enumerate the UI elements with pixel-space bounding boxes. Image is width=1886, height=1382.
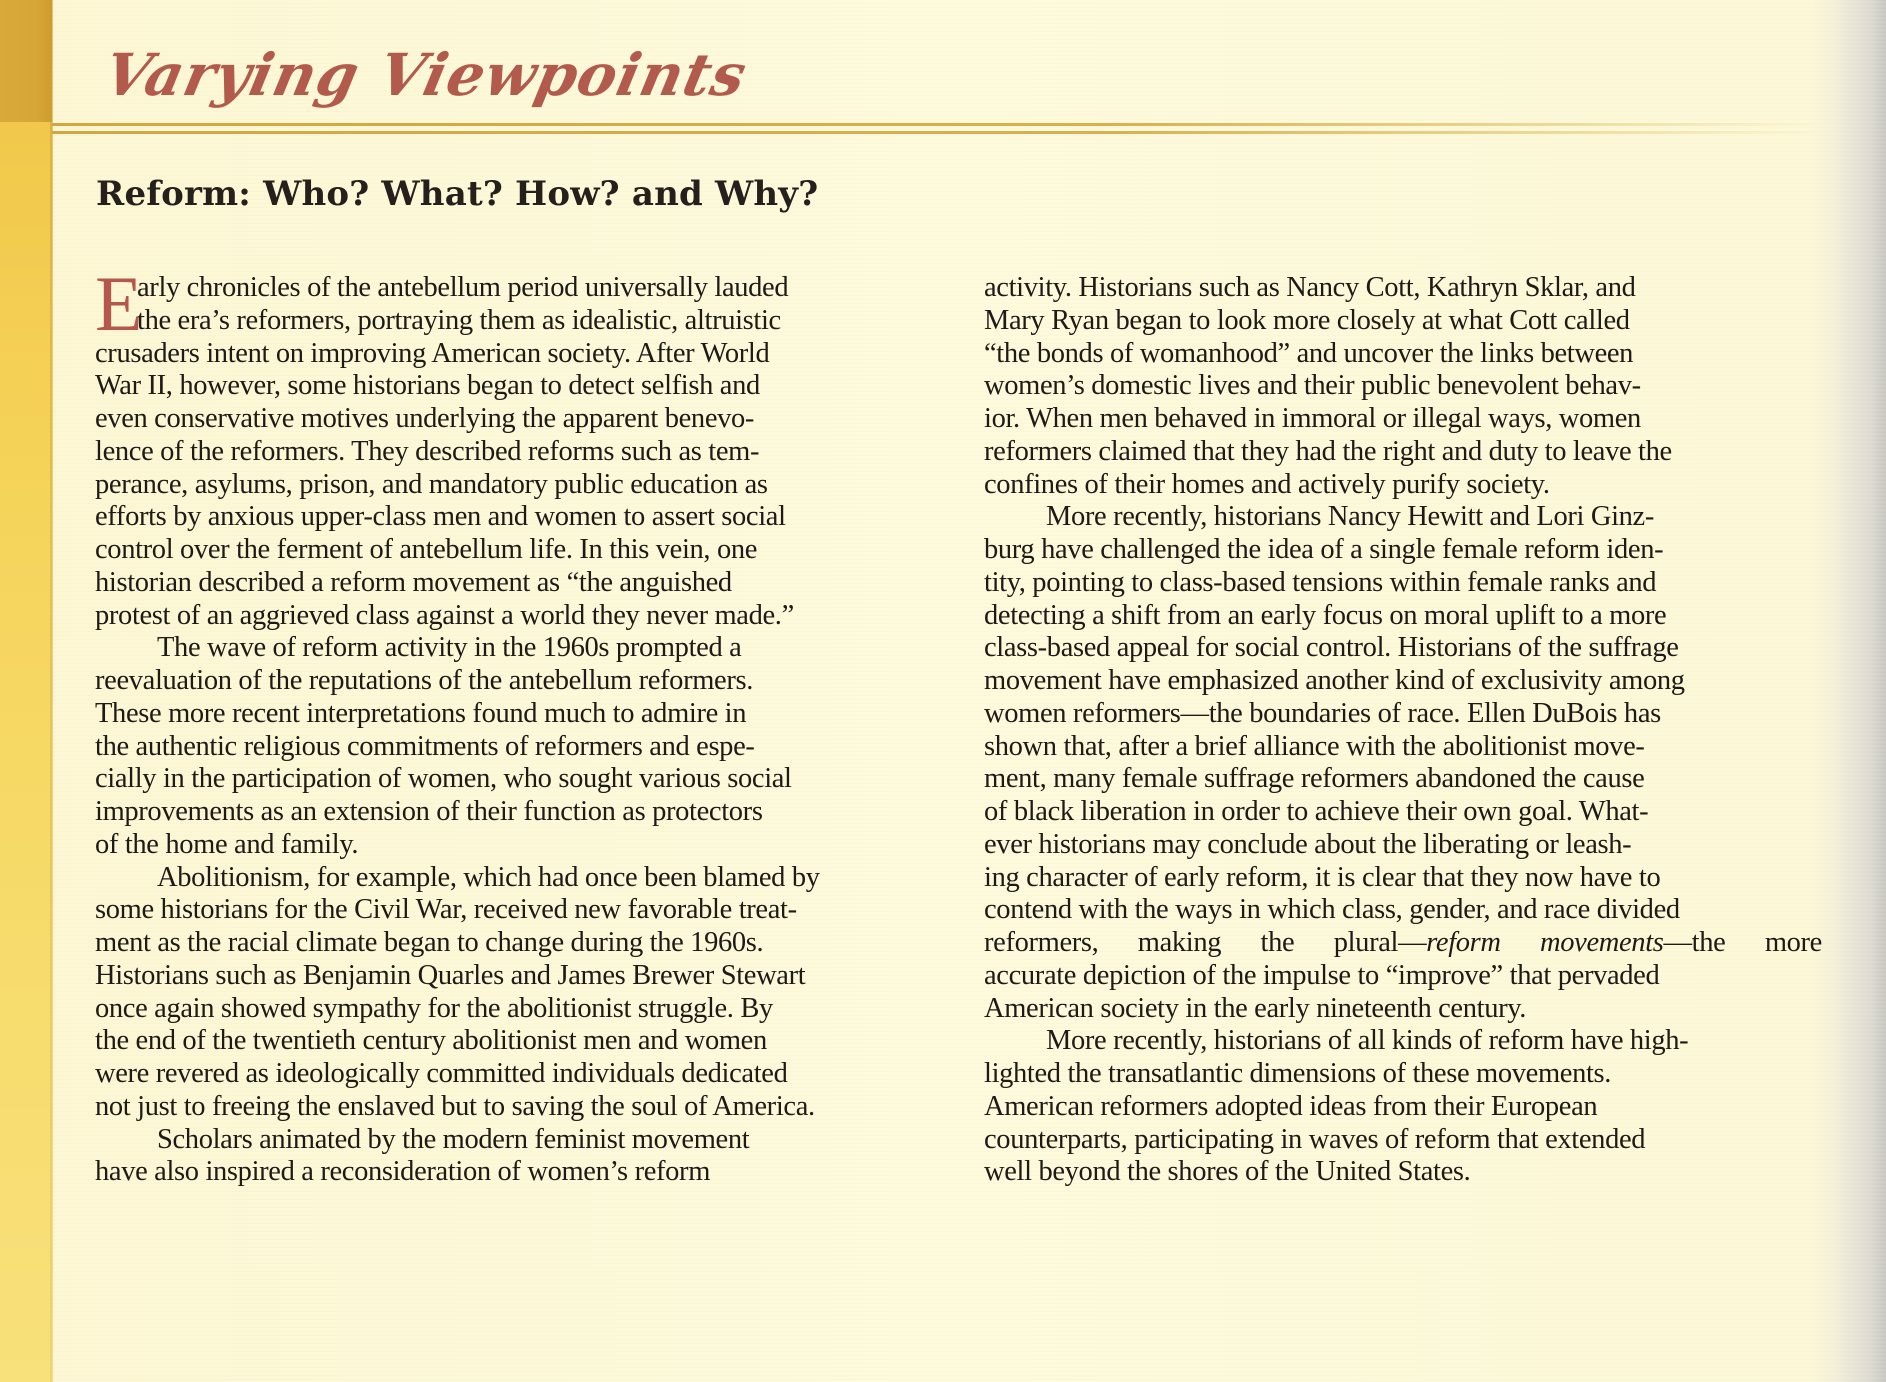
text-line: ing character of early reform, it is clear that they now have to (984, 861, 1661, 893)
text-line: lence of the reformers. They described reforms such as tem- (95, 435, 760, 467)
gold-sidebar-band-top (0, 0, 52, 122)
text-line: were revered as ideologically committed individuals dedicated (95, 1058, 788, 1089)
text-line: counterparts, participating in waves of reform that extended (984, 1123, 1646, 1155)
text-line: activity. Historians such as Nancy Cott, Kathryn Sklar, and (984, 272, 1636, 303)
text-line: Scholars animated by the modern feminist movement (157, 1123, 750, 1155)
text-line: once again showed sympathy for the abolitionist struggle. By (95, 992, 773, 1024)
text-line: crusaders intent on improving American society. After World (95, 337, 770, 369)
text-line: The wave of reform activity in the 1960s prompted a (157, 632, 742, 664)
text-segment: reformers, making the plural— (984, 927, 1427, 958)
text-line: historian described a reform movement as “the anguished (95, 566, 732, 598)
text-line: ever historians may conclude about the liberating or leash- (984, 828, 1632, 860)
text-line: the authentic religious commitments of reformers and espe- (95, 730, 755, 762)
text-line: movement have emphasized another kind of exclusivity among (984, 665, 1685, 696)
text-line: lighted the transatlantic dimensions of these movements. (984, 1058, 1612, 1089)
text-line: reformers claimed that they had the right and duty to leave the (984, 435, 1672, 467)
text-line: the era’s reformers, portraying them as idealistic, altruistic (137, 304, 781, 336)
text-line: ment, many female suffrage reformers abandoned the cause (984, 763, 1645, 795)
text-line: contend with the ways in which class, gender, and race divided (984, 894, 1680, 926)
text-line: shown that, after a brief alliance with the abolitionist move- (984, 730, 1645, 762)
gold-sidebar-band (0, 122, 52, 1382)
text-line: arly chronicles of the antebellum period universally lauded (137, 272, 789, 303)
text-line: cially in the participation of women, who sought various social (95, 763, 792, 795)
text-line: More recently, historians of all kinds of reform have high- (1046, 1025, 1689, 1057)
text-line: “the bonds of womanhood” and uncover the links between (984, 337, 1634, 369)
text-line: Historians such as Benjamin Quarles and James Brewer Stewart (95, 959, 806, 991)
text-line: some historians for the Civil War, received new favorable treat- (95, 894, 797, 926)
text-line: perance, asylums, prison, and mandatory public education as (95, 468, 768, 500)
text-line: of black liberation in order to achieve their own goal. What- (984, 796, 1649, 827)
text-line: efforts by anxious upper-class men and women to assert social (95, 501, 786, 533)
text-line: of the home and family. (95, 828, 359, 860)
text-line: More recently, historians Nancy Hewitt and Lori Ginz- (1046, 501, 1654, 533)
text-line: These more recent interpretations found much to admire in (95, 697, 747, 729)
italic-phrase: reform movements (1426, 927, 1664, 958)
text-line: even conservative motives underlying the apparent benevo- (95, 403, 755, 434)
text-line: American society in the early nineteenth century. (984, 992, 1527, 1024)
text-line: American reformers adopted ideas from their European (984, 1090, 1598, 1122)
text-line: not just to freeing the enslaved but to saving the soul of America. (95, 1090, 815, 1122)
drop-cap: E (95, 260, 143, 347)
text-line: War II, however, some historians began to detect selfish and (95, 370, 760, 402)
text-line: the end of the twentieth century abolitionist men and women (95, 1025, 767, 1057)
text-line: reevaluation of the reputations of the antebellum reformers. (95, 665, 753, 696)
text-line: control over the ferment of antebellum life. In this vein, one (95, 534, 758, 565)
text-line: women reformers—the boundaries of race. Ellen DuBois has (984, 697, 1661, 729)
article-title: Reform: Who? What? How? and Why? (96, 174, 819, 214)
text-line: ior. When men behaved in immoral or illegal ways, women (984, 403, 1641, 434)
text-line: tity, pointing to class-based tensions within female ranks and (984, 566, 1657, 598)
series-title: Varying Viewpoints (98, 41, 753, 109)
text-line: burg have challenged the idea of a single female reform iden- (984, 534, 1664, 565)
text-line: women’s domestic lives and their public benevolent behav- (984, 370, 1641, 402)
text-line: class-based appeal for social control. Historians of the suffrage (984, 632, 1679, 664)
text-line (984, 927, 1822, 959)
text-line: confines of their homes and actively purify society. (984, 468, 1550, 500)
header-rule-top (52, 123, 1822, 126)
text-line: ment as the racial climate began to change during the 1960s. (95, 927, 764, 958)
gold-sidebar-edge (50, 0, 53, 1382)
text-line: improvements as an extension of their function as protectors (95, 796, 763, 827)
text-line: well beyond the shores of the United States. (984, 1156, 1471, 1188)
text-line: Mary Ryan began to look more closely at what Cott called (984, 304, 1630, 336)
text-segment: —the more (1663, 927, 1822, 958)
text-line: Abolitionism, for example, which had once been blamed by (157, 861, 820, 893)
text-line: have also inspired a reconsideration of women’s reform (95, 1156, 711, 1188)
text-line: protest of an aggrieved class against a world they never made.” (95, 599, 794, 631)
text-line: detecting a shift from an early focus on moral uplift to a more (984, 599, 1667, 631)
header-rule-bottom (52, 131, 1822, 134)
text-line: accurate depiction of the impulse to “improve” that pervaded (984, 959, 1660, 991)
